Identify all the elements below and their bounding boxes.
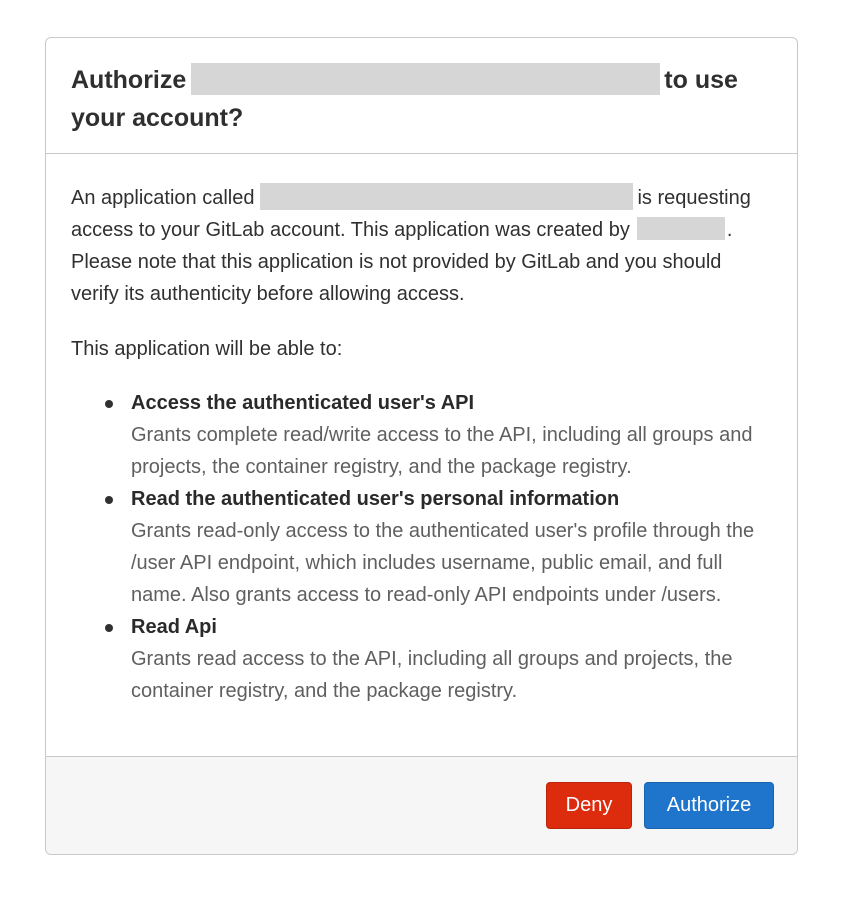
redacted-app-name bbox=[191, 63, 660, 95]
authorize-button[interactable]: Authorize bbox=[644, 782, 774, 829]
dialog-header bbox=[46, 38, 797, 154]
scope-name: Read the authenticated user's personal information bbox=[131, 488, 620, 510]
deny-button[interactable]: Deny bbox=[546, 782, 632, 829]
scope-description: Grants read access to the API, including all groups and projects, the container registry, and the package registry. bbox=[131, 648, 733, 702]
scope-list bbox=[71, 387, 772, 707]
intro-prefix: An application called bbox=[71, 187, 255, 209]
redacted-creator-name bbox=[637, 217, 725, 240]
scope-name: Access the authenticated user's API bbox=[131, 392, 475, 414]
scope-item bbox=[131, 387, 772, 483]
dialog-title bbox=[71, 61, 772, 137]
scope-description: Grants complete read/write access to the API, including all groups and projects, the container registry, and the package registry. bbox=[131, 424, 753, 478]
intro-mid: is requesting access to your GitLab account. This application was created by bbox=[71, 187, 751, 241]
dialog-footer bbox=[46, 756, 797, 854]
scope-item bbox=[131, 483, 772, 611]
dialog-body bbox=[46, 154, 797, 707]
intro-suffix: . Please note that this application is not provided by GitLab and you should verify its authenticity before allowing access. bbox=[71, 219, 733, 305]
authorize-dialog bbox=[45, 37, 798, 855]
bullet-icon bbox=[105, 496, 113, 504]
scopes-intro: This application will be able to: bbox=[71, 338, 343, 360]
bullet-icon bbox=[105, 624, 113, 632]
bullet-icon bbox=[105, 400, 113, 408]
intro-text bbox=[71, 182, 771, 310]
redacted-app-name-inline bbox=[260, 183, 633, 210]
scope-name: Read Api bbox=[131, 616, 217, 638]
scope-item bbox=[131, 611, 772, 707]
title-suffix: to use your account? bbox=[71, 66, 738, 132]
title-prefix: Authorize bbox=[71, 66, 187, 94]
scope-description: Grants read-only access to the authenticated user's profile through the /user API endpoint, which includes username, public email, and full name. Also grants access to read-only API endpoints under /users. bbox=[131, 520, 755, 606]
